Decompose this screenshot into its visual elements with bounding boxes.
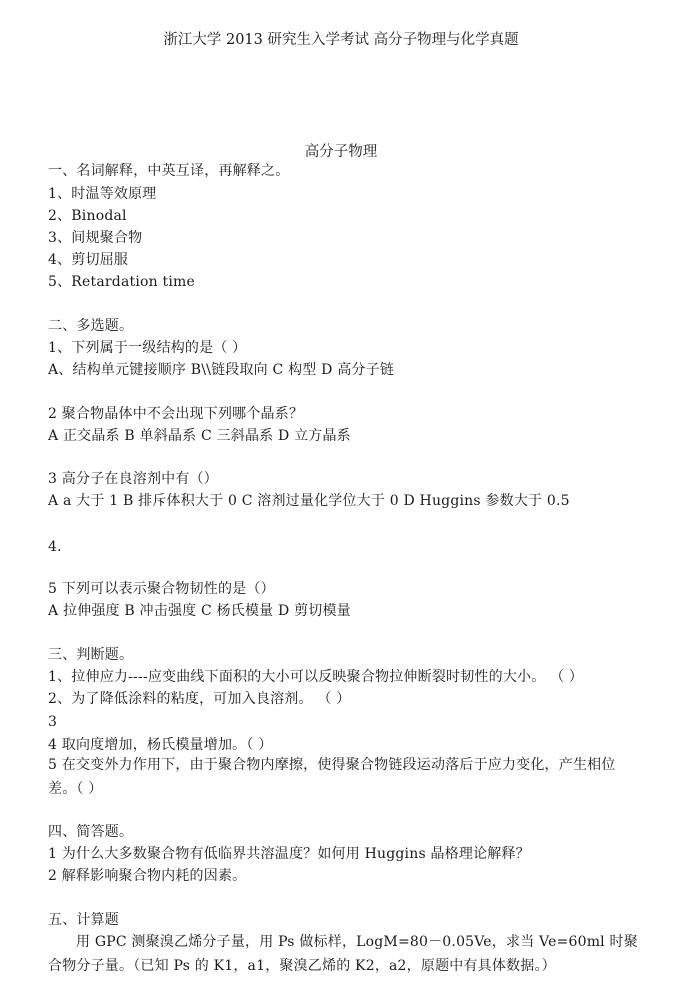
term-item: 3、间规聚合物 [48,230,143,246]
term-item: 4、剪切屈服 [48,252,129,268]
judge-item: 5 在交变外力作用下，由于聚合物内摩擦，使得聚合物链段运动落后于应力变化，产生相位差。（ ） [48,757,616,797]
question-text: 4. [48,539,62,555]
section1-heading: 一、名词解释，中英互译，再解释之。 [48,163,290,179]
judge-item: 3 [48,714,58,730]
question-options: A、结构单元键接顺序 B\\链段取向 C 构型 D 高分子链 [48,362,395,378]
section-title: 高分子物理 [304,144,378,160]
section3-heading: 三、判断题。 [48,647,134,663]
page-header: 浙江大学 2013 研究生入学考试 高分子物理与化学真题 [163,32,519,48]
section4-heading: 四、简答题。 [48,824,134,840]
judge-item: 2、为了降低涂料的粘度，可加入良溶剂。 （ ） [48,691,351,707]
term-item: 1、时温等效原理 [48,186,157,202]
short-answer-item: 1 为什么大多数聚合物有低临界共溶温度？如何用 Huggins 晶格理论解释？ [48,846,530,862]
question-text: 2 聚合物晶体中不会出现下列哪个晶系？ [48,406,304,422]
question-options: A 拉伸强度 B 冲击强度 C 杨氏模量 D 剪切模量 [48,603,351,619]
term-item: 2、Binodal [48,208,127,224]
question-text: 3 高分子在良溶剂中有（） [48,471,218,487]
judge-item: 1、拉伸应力----应变曲线下面积的大小可以反映聚合物拉伸断裂时韧性的大小。 （ ） [48,669,584,685]
judge-item: 4 取向度增加，杨氏模量增加。（ ） [48,737,273,753]
calculation-item: 用 GPC 测聚溴乙烯分子量，用 Ps 做标样，LogM=80－0.05Ve，求当 Ve=60ml 时聚合物分子量。（已知 Ps 的 K1，a1，聚溴乙烯的 K2，a2，原题中有具体数据。） [48,934,638,974]
term-item: 5、Retardation time [48,274,195,290]
question-text: 5 下列可以表示聚合物韧性的是（） [48,581,275,597]
section2-heading: 二、多选题。 [48,318,134,334]
short-answer-item: 2 解释影响聚合物内耗的因素。 [48,868,247,884]
question-options: A a 大于 1 B 排斥体积大于 0 C 溶剂过量化学位大于 0 D Huggins 参数大于 0.5 [48,493,570,509]
section5-heading: 五、计算题 [48,912,119,928]
question-options: A 正交晶系 B 单斜晶系 C 三斜晶系 D 立方晶系 [48,428,351,444]
question-text: 1、下列属于一级结构的是（ ） [48,340,247,356]
